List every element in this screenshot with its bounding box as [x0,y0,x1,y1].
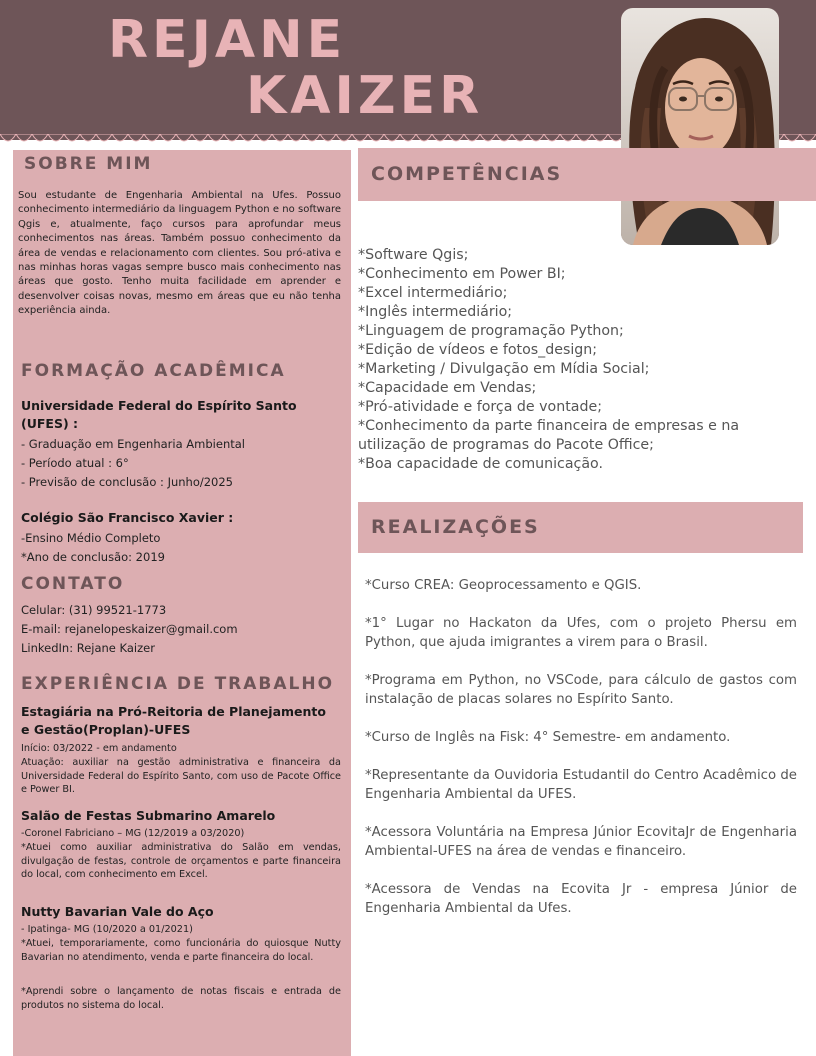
scallop-segment [592,134,608,141]
scallop-segment [784,134,800,141]
scallop-segment [320,134,336,141]
skills-list [358,246,808,474]
list-item: *Capacidade em Vendas; [358,380,537,396]
list-item: - Período atual : 6° [21,456,129,470]
scallop-segment [208,134,224,141]
scallop-segment [352,134,368,141]
contact-email: E-mail: rejanelopeskaizer@gmail.com [21,622,238,636]
list-item: *Marketing / Divulgação em Mídia Social; [358,361,650,377]
about-title: SOBRE MIM [24,154,153,174]
job-period: -Coronel Fabriciano – MG (12/2019 a 03/2020) [21,828,245,839]
list-item: *Curso de Inglês na Fisk: 4° Semestre- em andamento. [365,730,731,745]
school-details [21,529,165,567]
job-description: *Atuei como auxiliar administrativa do Salão em vendas, divulgação de festas, controle de orçamentos e parte financeira do local, com conhecimento em Excel. [21,842,341,881]
contact-linkedin: LinkedIn: Rejane Kaizer [21,641,155,655]
scallop-segment [416,134,432,141]
list-item: *Conhecimento em Power BI; [358,266,566,282]
scallop-segment [272,134,288,141]
list-item: *Acessora Voluntária na Empresa Júnior EcovitaJr de Engenharia Ambiental-UFES na área de vendas e financeiro. [365,825,797,859]
scallop-segment [64,134,80,141]
job-period: - Ipatinga- MG (10/2020 a 01/2021) [21,924,193,935]
scallop-segment [176,134,192,141]
list-item: - Previsão de conclusão : Junho/2025 [21,475,233,489]
scallop-segment [448,134,464,141]
job-description: *Aprendi sobre o lançamento de notas fiscais e entrada de produtos no sistema do local. [21,986,341,1011]
achievements-list [365,576,797,937]
job-title: Salão de Festas Submarino Amarelo [21,808,276,823]
job-description: Atuação: auxiliar na gestão administrativa e financeira da Universidade Federal do Espírito Santo, com uso de Pacote Office e Power BI. [21,757,341,796]
scallop-segment [32,134,48,141]
scallop-segment [560,134,576,141]
scallop-segment [544,134,560,141]
job-description: *Atuei, temporariamente, como funcionária do quiosque Nutty Bavarian no atendimento, venda e parte financeira do local. [21,938,341,963]
scallop-segment [576,134,592,141]
scallop-segment [368,134,384,141]
list-item: *Conhecimento da parte financeira de empresas e na utilização de programas do Pacote Office; [358,418,740,453]
contact-title: CONTATO [21,574,125,594]
scallop-segment [256,134,272,141]
scallop-segment [496,134,512,141]
scallop-segment [304,134,320,141]
list-item: *Linguagem de programação Python; [358,323,624,339]
profile-photo [621,8,779,245]
experience-title: EXPERIÊNCIA DE TRABALHO [21,674,335,694]
job-period: Início: 03/2022 - em andamento [21,743,177,754]
last-name: KAIZER [246,66,484,126]
scallop-segment [160,134,176,141]
list-item: *Edição de vídeos e fotos_design; [358,342,598,358]
scallop-segment [800,134,816,141]
list-item: *Software Qgis; [358,247,469,263]
school-name: Colégio São Francisco Xavier : [21,510,234,525]
list-item: *Inglês intermediário; [358,304,513,320]
list-item: *1° Lugar no Hackaton da Ufes, com o projeto Phersu em Python, que ajuda imigrantes a virem para o Brasil. [365,616,797,650]
scallop-segment [80,134,96,141]
achievements-title: REALIZAÇÕES [371,516,540,538]
scallop-segment [96,134,112,141]
list-item: *Representante da Ouvidoria Estudantil do Centro Acadêmico de Engenharia Ambiental da UFES. [365,768,797,802]
scallop-segment [112,134,128,141]
list-item: *Curso CREA: Geoprocessamento e QGIS. [365,578,642,593]
scallop-segment [400,134,416,141]
scallop-segment [336,134,352,141]
scallop-segment [528,134,544,141]
list-item: *Ano de conclusão: 2019 [21,550,165,564]
list-item: - Graduação em Engenharia Ambiental [21,437,245,451]
list-item: *Boa capacidade de comunicação. [358,456,603,472]
scallop-segment [240,134,256,141]
list-item: *Pró-atividade e força de vontade; [358,399,602,415]
scallop-segment [192,134,208,141]
contact-phone: Celular: (31) 99521-1773 [21,603,167,617]
list-item: *Acessora de Vendas na Ecovita Jr - empresa Júnior de Engenharia Ambiental da Ufes. [365,882,797,916]
skills-title: COMPETÊNCIAS [371,163,563,185]
scallop-segment [128,134,144,141]
list-item: *Programa em Python, no VSCode, para cálculo de gastos com instalação de placas solares no Espírito Santo. [365,673,797,707]
list-item: *Excel intermediário; [358,285,508,301]
scallop-segment [16,134,32,141]
about-text: Sou estudante de Engenharia Ambiental na Ufes. Possuo conhecimento intermediário da linguagem Python e no software Qgis e, atualmente, faço cursos para aprofundar meus conhecimentos nas áreas. Também possuo conhecimento da área de vendas e relacionamento com clientes. Sou pró-ativa e nas minhas horas vagas sempre busco mais conhecimento nas áreas que gosto. Tenho muita facilidade em aprender e desenvolver coisas novas, mesmo em áreas que eu não tenha experiência ainda. [18,190,341,317]
scallop-segment [512,134,528,141]
list-item: -Ensino Médio Completo [21,531,161,545]
scallop-segment [0,134,16,141]
scallop-segment [48,134,64,141]
job-title: Estagiária na Pró-Reitoria de Planejamento e Gestão(Proplan)-UFES [21,704,326,737]
education-title: FORMAÇÃO ACADÊMICA [21,361,286,381]
contact-details [21,601,238,658]
job-title: Nutty Bavarian Vale do Aço [21,904,214,919]
university-details [21,435,245,492]
scallop-segment [480,134,496,141]
university-name: Universidade Federal do Espírito Santo (UFES) : [21,398,297,431]
scallop-segment [384,134,400,141]
scallop-segment [288,134,304,141]
scallop-segment [144,134,160,141]
scallop-segment [464,134,480,141]
first-name: REJANE [108,10,347,70]
scallop-segment [432,134,448,141]
scallop-segment [224,134,240,141]
